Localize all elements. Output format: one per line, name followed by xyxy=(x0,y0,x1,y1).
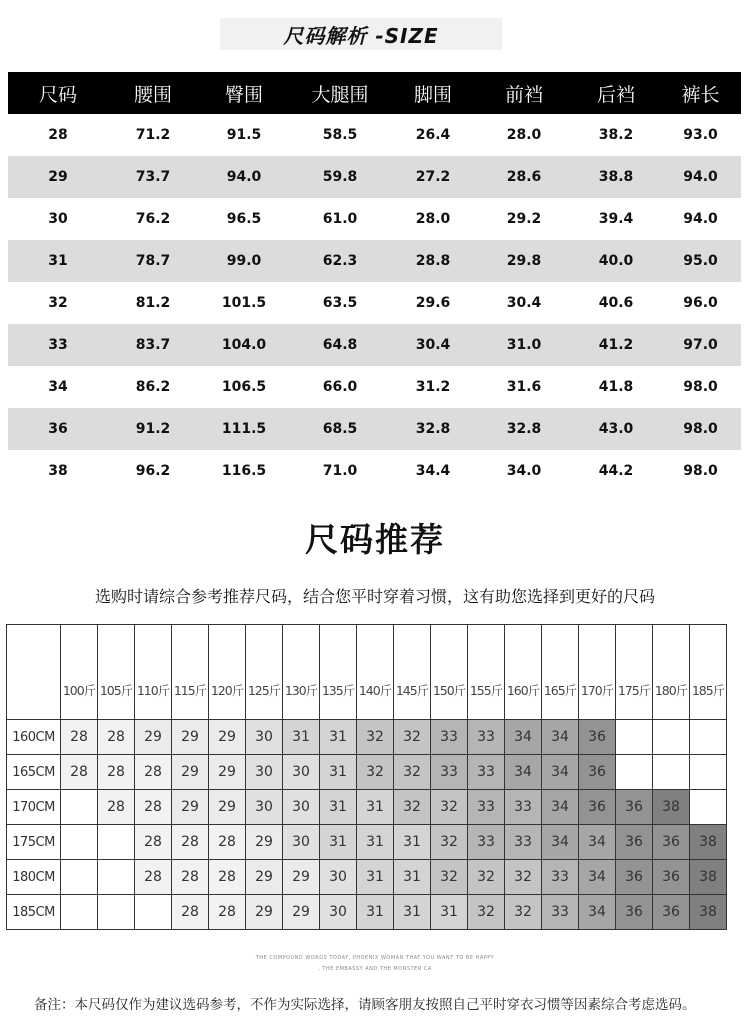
size-recommend-cell: 38 xyxy=(690,825,727,860)
size-cell: 96.0 xyxy=(683,295,718,311)
size-recommend-cell xyxy=(616,755,653,790)
size-recommend-cell: 28 xyxy=(209,895,246,930)
weight-label: 125斤 xyxy=(246,625,283,720)
size-recommend-cell: 34 xyxy=(542,825,579,860)
page-title: 尺码解析 -SIZE xyxy=(220,18,502,50)
footnote: 备注：本尺码仅作为建议选码参考，不作为实际选择，请顾客朋友按照自己平时穿衣习惯等因素综合考虑选码。 xyxy=(34,997,696,1013)
size-cell: 28.6 xyxy=(476,156,572,198)
size-cell: 99.0 xyxy=(198,240,290,282)
size-cell: 94.0 xyxy=(198,156,290,198)
table-row xyxy=(8,366,741,408)
size-recommend-cell: 36 xyxy=(616,790,653,825)
size-recommend-cell: 31 xyxy=(320,720,357,755)
size-recommend-cell: 30 xyxy=(283,790,320,825)
size-recommend-cell: 28 xyxy=(98,755,135,790)
size-cell: 32.8 xyxy=(476,408,572,450)
size-recommend-cell xyxy=(61,825,98,860)
size-header-cell: 尺码 xyxy=(8,72,108,114)
fine-print-line-2: , THE EMBASSY AND THE MONSTER CA xyxy=(318,966,432,972)
size-cell: 101.5 xyxy=(221,295,267,311)
size-cell: 91.5 xyxy=(226,127,262,143)
size-cell: 29.6 xyxy=(415,295,451,311)
size-recommend-cell: 34 xyxy=(579,860,616,895)
size-cell: 63.5 xyxy=(322,295,358,311)
size-cell: 94.0 xyxy=(683,211,718,227)
table-row xyxy=(8,156,741,198)
size-cell: 36 xyxy=(8,408,108,450)
size-recommend-cell: 29 xyxy=(246,895,283,930)
size-recommend-cell: 30 xyxy=(320,860,357,895)
weight-label: 115斤 xyxy=(172,625,209,720)
size-cell: 33 xyxy=(8,324,108,366)
table-row xyxy=(7,790,727,825)
size-recommend-cell: 33 xyxy=(542,860,579,895)
size-cell: 34.0 xyxy=(506,463,542,479)
size-recommend-cell: 32 xyxy=(431,825,468,860)
weight-label: 150斤 xyxy=(431,625,468,720)
size-recommend-cell: 36 xyxy=(616,895,653,930)
weight-label: 130斤 xyxy=(283,625,320,720)
size-cell: 32.8 xyxy=(390,408,476,450)
size-recommend-cell: 32 xyxy=(357,720,394,755)
size-recommend-cell: 32 xyxy=(394,720,431,755)
size-recommend-cell: 36 xyxy=(579,755,616,790)
height-label: 170CM xyxy=(7,790,61,825)
size-recommend-cell: 29 xyxy=(246,825,283,860)
size-cell: 34 xyxy=(48,379,68,395)
size-cell: 26.4 xyxy=(415,127,451,143)
size-recommend-cell: 33 xyxy=(542,895,579,930)
size-recommend-cell: 30 xyxy=(283,755,320,790)
size-cell: 40.0 xyxy=(572,240,660,282)
size-recommend-cell xyxy=(690,790,727,825)
size-cell: 27.2 xyxy=(390,156,476,198)
size-cell: 34.4 xyxy=(415,463,451,479)
size-cell: 66.0 xyxy=(322,379,358,395)
size-recommend-cell: 36 xyxy=(616,825,653,860)
height-label: 165CM xyxy=(7,755,61,790)
size-recommend-cell: 34 xyxy=(579,895,616,930)
size-cell: 38 xyxy=(48,463,68,479)
table-row xyxy=(8,198,741,240)
size-recommend-cell: 29 xyxy=(209,720,246,755)
size-recommend-cell: 32 xyxy=(468,860,505,895)
size-cell: 29.8 xyxy=(476,240,572,282)
size-cell: 31.0 xyxy=(476,324,572,366)
size-recommend-cell: 28 xyxy=(98,720,135,755)
size-recommend-cell: 31 xyxy=(431,895,468,930)
size-table xyxy=(8,72,741,492)
size-recommend-cell: 32 xyxy=(468,895,505,930)
size-recommend-cell: 36 xyxy=(579,720,616,755)
size-recommend-cell: 31 xyxy=(394,895,431,930)
size-recommend-cell: 31 xyxy=(320,755,357,790)
size-cell: 95.0 xyxy=(660,240,741,282)
size-recommend-cell: 28 xyxy=(172,825,209,860)
size-recommend-cell: 34 xyxy=(542,720,579,755)
size-recommend-cell: 36 xyxy=(653,860,690,895)
size-recommend-cell xyxy=(98,895,135,930)
size-recommend-cell: 32 xyxy=(394,755,431,790)
table-row xyxy=(8,324,741,366)
size-recommend-cell: 33 xyxy=(468,790,505,825)
table-row xyxy=(7,755,727,790)
recommend-subtitle: 选购时请综合参考推荐尺码，结合您平时穿着习惯，这有助您选择到更好的尺码 xyxy=(94,587,655,606)
size-recommend-cell xyxy=(653,755,690,790)
size-recommend-cell: 32 xyxy=(431,860,468,895)
weight-label: 160斤 xyxy=(505,625,542,720)
recommend-title: 尺码推荐 xyxy=(305,520,445,559)
size-recommend-cell: 28 xyxy=(61,720,98,755)
size-cell: 28 xyxy=(48,127,68,143)
size-recommend-cell: 30 xyxy=(283,825,320,860)
weight-label: 175斤 xyxy=(616,625,653,720)
size-recommend-cell: 33 xyxy=(468,755,505,790)
size-recommend-cell: 38 xyxy=(690,895,727,930)
height-label: 180CM xyxy=(7,860,61,895)
size-recommend-cell: 34 xyxy=(505,720,542,755)
size-recommend-cell: 29 xyxy=(135,720,172,755)
fine-print-line-1: THE COMPOUND WORDS TODAY, PHOENIX WOMAN THAT YOU WANT TO BE HAPPY xyxy=(255,955,495,961)
size-recommend-cell: 28 xyxy=(135,860,172,895)
size-cell: 62.3 xyxy=(290,240,390,282)
size-recommend-cell: 28 xyxy=(135,755,172,790)
size-cell: 28.0 xyxy=(506,127,542,143)
size-cell: 73.7 xyxy=(108,156,198,198)
weight-label: 180斤 xyxy=(653,625,690,720)
size-recommend-cell xyxy=(61,790,98,825)
size-recommend-cell xyxy=(653,720,690,755)
size-recommend-cell: 30 xyxy=(320,895,357,930)
size-recommend-cell xyxy=(61,860,98,895)
size-recommend-cell: 28 xyxy=(209,860,246,895)
size-recommend-cell: 32 xyxy=(505,860,542,895)
size-cell: 111.5 xyxy=(198,408,290,450)
table-row xyxy=(7,895,727,930)
size-recommend-cell: 31 xyxy=(357,895,394,930)
size-cell: 32 xyxy=(48,295,68,311)
size-cell: 44.2 xyxy=(598,463,634,479)
size-recommend-cell: 28 xyxy=(172,895,209,930)
size-cell: 96.5 xyxy=(226,211,262,227)
size-recommend-cell: 32 xyxy=(357,755,394,790)
weight-label: 140斤 xyxy=(357,625,394,720)
size-recommend-cell: 33 xyxy=(431,755,468,790)
size-header-cell: 大腿围 xyxy=(290,72,390,114)
size-cell: 96.2 xyxy=(135,463,171,479)
table-row xyxy=(7,860,727,895)
size-recommend-cell: 36 xyxy=(579,790,616,825)
table-row xyxy=(8,282,741,324)
size-cell: 30.4 xyxy=(390,324,476,366)
size-cell: 40.6 xyxy=(598,295,634,311)
size-cell: 71.2 xyxy=(135,127,171,143)
table-row xyxy=(7,825,727,860)
size-recommend-cell: 28 xyxy=(61,755,98,790)
size-cell: 76.2 xyxy=(135,211,171,227)
size-recommend-cell: 36 xyxy=(616,860,653,895)
weight-label: 145斤 xyxy=(394,625,431,720)
size-recommend-cell: 29 xyxy=(172,790,209,825)
size-recommend-cell: 36 xyxy=(653,895,690,930)
size-cell: 59.8 xyxy=(290,156,390,198)
size-header-cell: 脚围 xyxy=(390,72,476,114)
size-recommend-cell: 34 xyxy=(505,755,542,790)
size-recommend-cell: 31 xyxy=(357,860,394,895)
weight-label: 165斤 xyxy=(542,625,579,720)
size-recommend-cell xyxy=(135,895,172,930)
size-cell: 38.2 xyxy=(598,127,634,143)
size-recommend-cell: 30 xyxy=(246,790,283,825)
size-recommend-cell: 31 xyxy=(394,860,431,895)
size-cell: 41.8 xyxy=(598,379,634,395)
size-cell: 98.0 xyxy=(683,379,718,395)
size-recommend-cell: 34 xyxy=(579,825,616,860)
size-cell: 31 xyxy=(8,240,108,282)
size-cell: 91.2 xyxy=(108,408,198,450)
size-recommend-cell: 28 xyxy=(135,825,172,860)
size-table-body xyxy=(8,114,741,492)
size-recommend-cell: 29 xyxy=(172,720,209,755)
size-recommend-cell: 29 xyxy=(172,755,209,790)
table-row xyxy=(8,114,741,156)
weight-header-row xyxy=(7,625,727,720)
size-cell: 71.0 xyxy=(322,463,358,479)
size-cell: 64.8 xyxy=(290,324,390,366)
size-cell: 58.5 xyxy=(322,127,358,143)
height-label: 160CM xyxy=(7,720,61,755)
size-recommend-cell: 33 xyxy=(505,790,542,825)
size-recommend-cell: 30 xyxy=(246,720,283,755)
table-row xyxy=(8,450,741,492)
size-cell: 28.8 xyxy=(390,240,476,282)
size-cell: 81.2 xyxy=(135,295,171,311)
size-recommend-cell: 28 xyxy=(172,860,209,895)
size-cell: 39.4 xyxy=(598,211,634,227)
size-recommend-cell: 31 xyxy=(283,720,320,755)
height-label: 185CM xyxy=(7,895,61,930)
size-recommend-cell: 38 xyxy=(653,790,690,825)
size-recommend-cell: 33 xyxy=(505,825,542,860)
size-recommend-cell: 31 xyxy=(357,825,394,860)
size-recommend-cell xyxy=(98,825,135,860)
size-cell: 28.0 xyxy=(415,211,451,227)
size-recommend-cell: 28 xyxy=(98,790,135,825)
size-cell: 98.0 xyxy=(683,463,718,479)
size-header-cell: 前裆 xyxy=(476,72,572,114)
size-recommend-cell: 31 xyxy=(320,825,357,860)
size-cell: 31.2 xyxy=(415,379,451,395)
weight-label: 170斤 xyxy=(579,625,616,720)
size-header-cell: 后裆 xyxy=(572,72,660,114)
size-recommend-cell: 30 xyxy=(246,755,283,790)
corner-cell xyxy=(7,625,61,720)
size-cell: 68.5 xyxy=(290,408,390,450)
table-row xyxy=(8,408,741,450)
size-recommend-cell: 29 xyxy=(283,895,320,930)
size-recommend-cell: 31 xyxy=(357,790,394,825)
size-recommend-cell: 31 xyxy=(320,790,357,825)
size-recommend-cell: 33 xyxy=(468,825,505,860)
table-row xyxy=(8,240,741,282)
size-cell: 97.0 xyxy=(660,324,741,366)
size-recommend-cell: 34 xyxy=(542,790,579,825)
size-cell: 30 xyxy=(48,211,68,227)
size-recommend-cell: 33 xyxy=(431,720,468,755)
size-recommend-cell: 32 xyxy=(431,790,468,825)
size-recommend-cell: 29 xyxy=(209,755,246,790)
size-recommend-cell: 29 xyxy=(209,790,246,825)
size-cell: 94.0 xyxy=(660,156,741,198)
size-recommend-cell xyxy=(616,720,653,755)
size-recommend-cell xyxy=(98,860,135,895)
size-recommend-cell: 29 xyxy=(246,860,283,895)
table-row xyxy=(7,720,727,755)
size-table-header xyxy=(8,72,741,114)
weight-label: 135斤 xyxy=(320,625,357,720)
height-label: 175CM xyxy=(7,825,61,860)
weight-label: 155斤 xyxy=(468,625,505,720)
size-recommend-cell: 32 xyxy=(394,790,431,825)
weight-label: 105斤 xyxy=(98,625,135,720)
size-cell: 106.5 xyxy=(221,379,267,395)
size-cell: 31.6 xyxy=(506,379,542,395)
size-cell: 30.4 xyxy=(506,295,542,311)
size-recommend-cell: 36 xyxy=(653,825,690,860)
size-cell: 104.0 xyxy=(198,324,290,366)
size-recommend-cell: 34 xyxy=(542,755,579,790)
size-recommend-cell: 38 xyxy=(690,860,727,895)
size-cell: 29 xyxy=(8,156,108,198)
size-cell: 86.2 xyxy=(135,379,171,395)
weight-label: 100斤 xyxy=(61,625,98,720)
size-recommend-cell: 32 xyxy=(505,895,542,930)
size-cell: 98.0 xyxy=(660,408,741,450)
size-recommend-cell: 28 xyxy=(209,825,246,860)
size-cell: 38.8 xyxy=(572,156,660,198)
size-cell: 83.7 xyxy=(108,324,198,366)
size-header-cell: 裤长 xyxy=(660,72,741,114)
size-recommend-table xyxy=(6,624,727,930)
size-recommend-cell: 28 xyxy=(135,790,172,825)
size-recommend-cell: 31 xyxy=(394,825,431,860)
size-header-cell: 臀围 xyxy=(198,72,290,114)
size-cell: 78.7 xyxy=(108,240,198,282)
size-cell: 116.5 xyxy=(221,463,267,479)
weight-label: 120斤 xyxy=(209,625,246,720)
size-cell: 43.0 xyxy=(572,408,660,450)
size-recommend-cell: 33 xyxy=(468,720,505,755)
weight-label: 110斤 xyxy=(135,625,172,720)
size-recommend-cell xyxy=(690,755,727,790)
size-cell: 93.0 xyxy=(683,127,718,143)
size-cell: 61.0 xyxy=(322,211,358,227)
size-cell: 29.2 xyxy=(506,211,542,227)
size-recommend-cell: 29 xyxy=(283,860,320,895)
size-header-cell: 腰围 xyxy=(108,72,198,114)
size-recommend-cell xyxy=(690,720,727,755)
size-cell: 41.2 xyxy=(572,324,660,366)
weight-label: 185斤 xyxy=(690,625,727,720)
size-recommend-cell xyxy=(61,895,98,930)
